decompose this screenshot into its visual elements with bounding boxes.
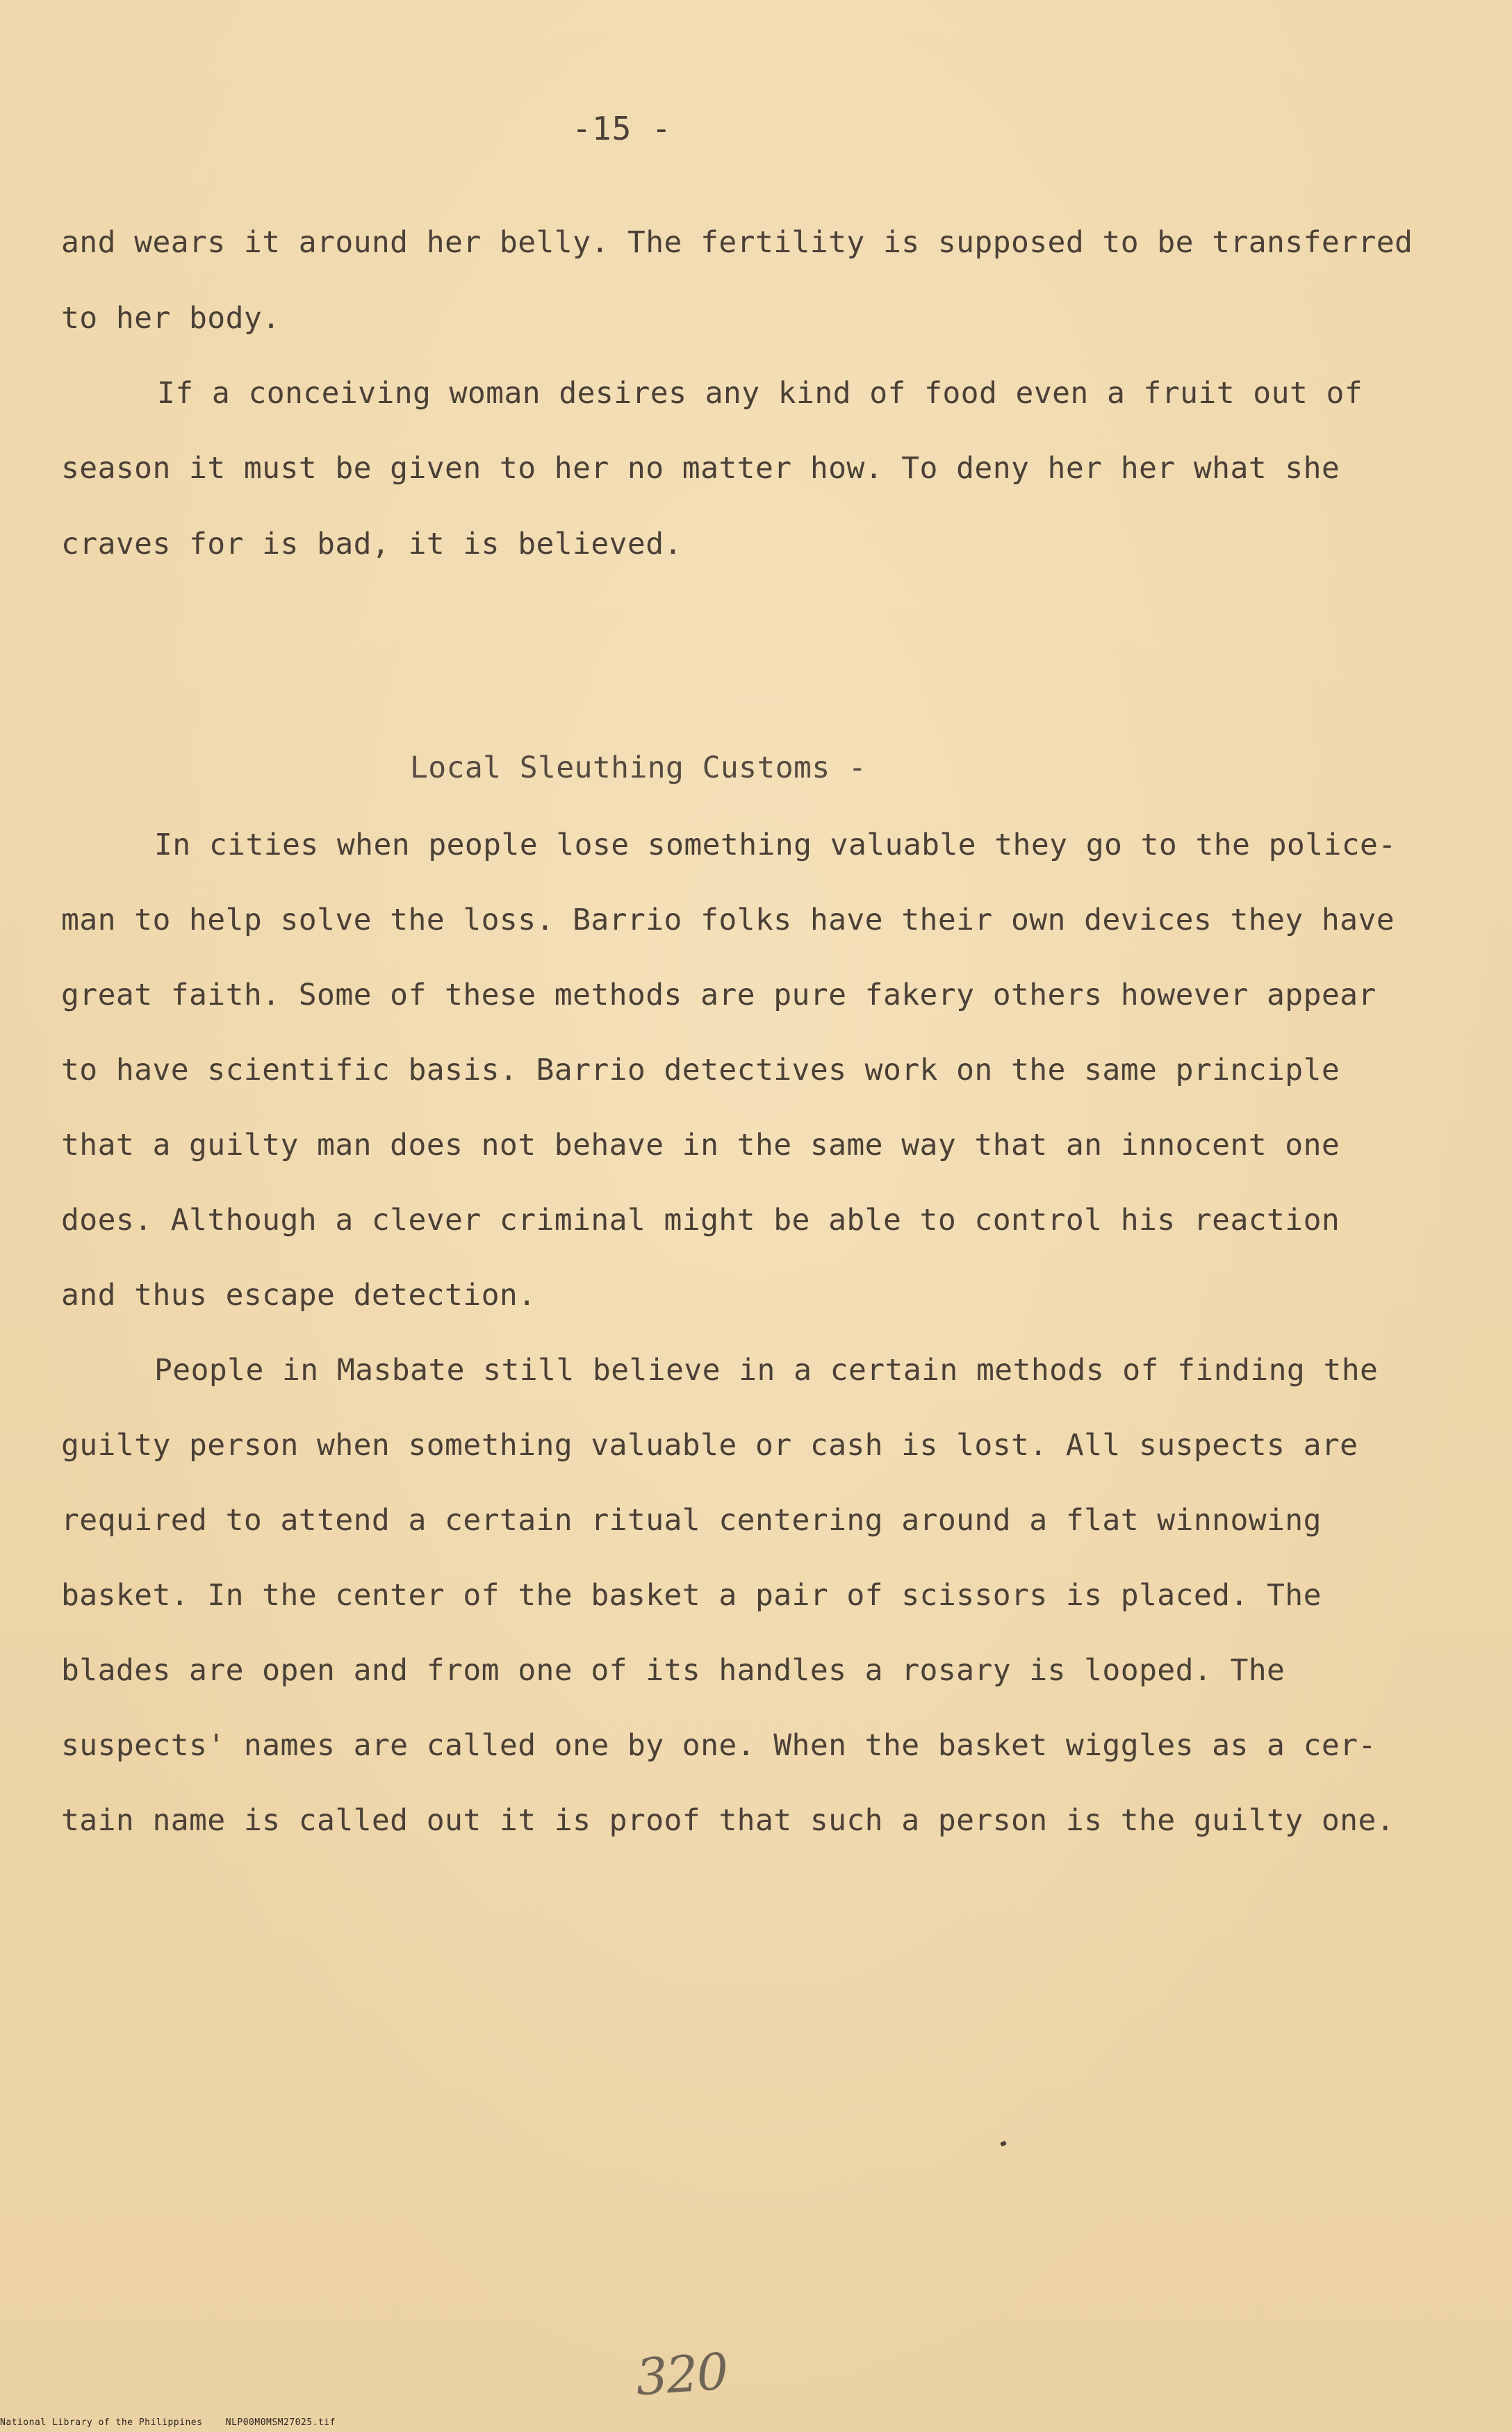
scan-footer: National Library of the Philippines NLP00M0MSM27025.tif	[0, 2417, 336, 2428]
handwritten-page-number: 320	[634, 2342, 730, 2407]
text-line: does. Although a clever criminal might be able to control his reaction	[61, 1203, 1340, 1238]
text-line: and thus escape detection.	[61, 1278, 536, 1313]
page-number: -15 -	[572, 110, 672, 147]
text-line: If a conceiving woman desires any kind of food even a fruit out of	[157, 376, 1363, 411]
text-line: guilty person when something valuable or cash is lost. All suspects are	[61, 1428, 1358, 1463]
text-line: to her body.	[61, 301, 281, 336]
section-heading: Local Sleuthing Customs -	[410, 750, 867, 785]
text-line: man to help solve the loss. Barrio folks have their own devices they have	[61, 903, 1395, 937]
text-line: required to attend a certain ritual centering around a flat winnowing	[61, 1503, 1322, 1538]
text-line: tain name is called out it is proof that such a person is the guilty one.	[61, 1803, 1395, 1838]
text-line: that a guilty man does not behave in the same way that an innocent one	[61, 1128, 1340, 1162]
text-line: season it must be given to her no matter how. To deny her her what she	[61, 451, 1340, 486]
text-line: great faith. Some of these methods are pure fakery others however appear	[61, 978, 1377, 1012]
text-line: blades are open and from one of its handles a rosary is looped. The	[61, 1653, 1285, 1688]
text-line: suspects' names are called one by one. When the basket wiggles as a cer-	[61, 1728, 1377, 1763]
text-line: People in Masbate still believe in a certain methods of finding the	[154, 1353, 1379, 1388]
text-line: craves for is bad, it is believed.	[61, 527, 682, 561]
text-line: to have scientific basis. Barrio detectives work on the same principle	[61, 1053, 1340, 1087]
ink-speck	[1000, 2141, 1007, 2147]
text-line: In cities when people lose something valuable they go to the police-	[154, 828, 1397, 862]
text-line: basket. In the center of the basket a pair of scissors is placed. The	[61, 1578, 1322, 1613]
text-line: and wears it around her belly. The fertility is supposed to be transferred	[61, 225, 1413, 260]
